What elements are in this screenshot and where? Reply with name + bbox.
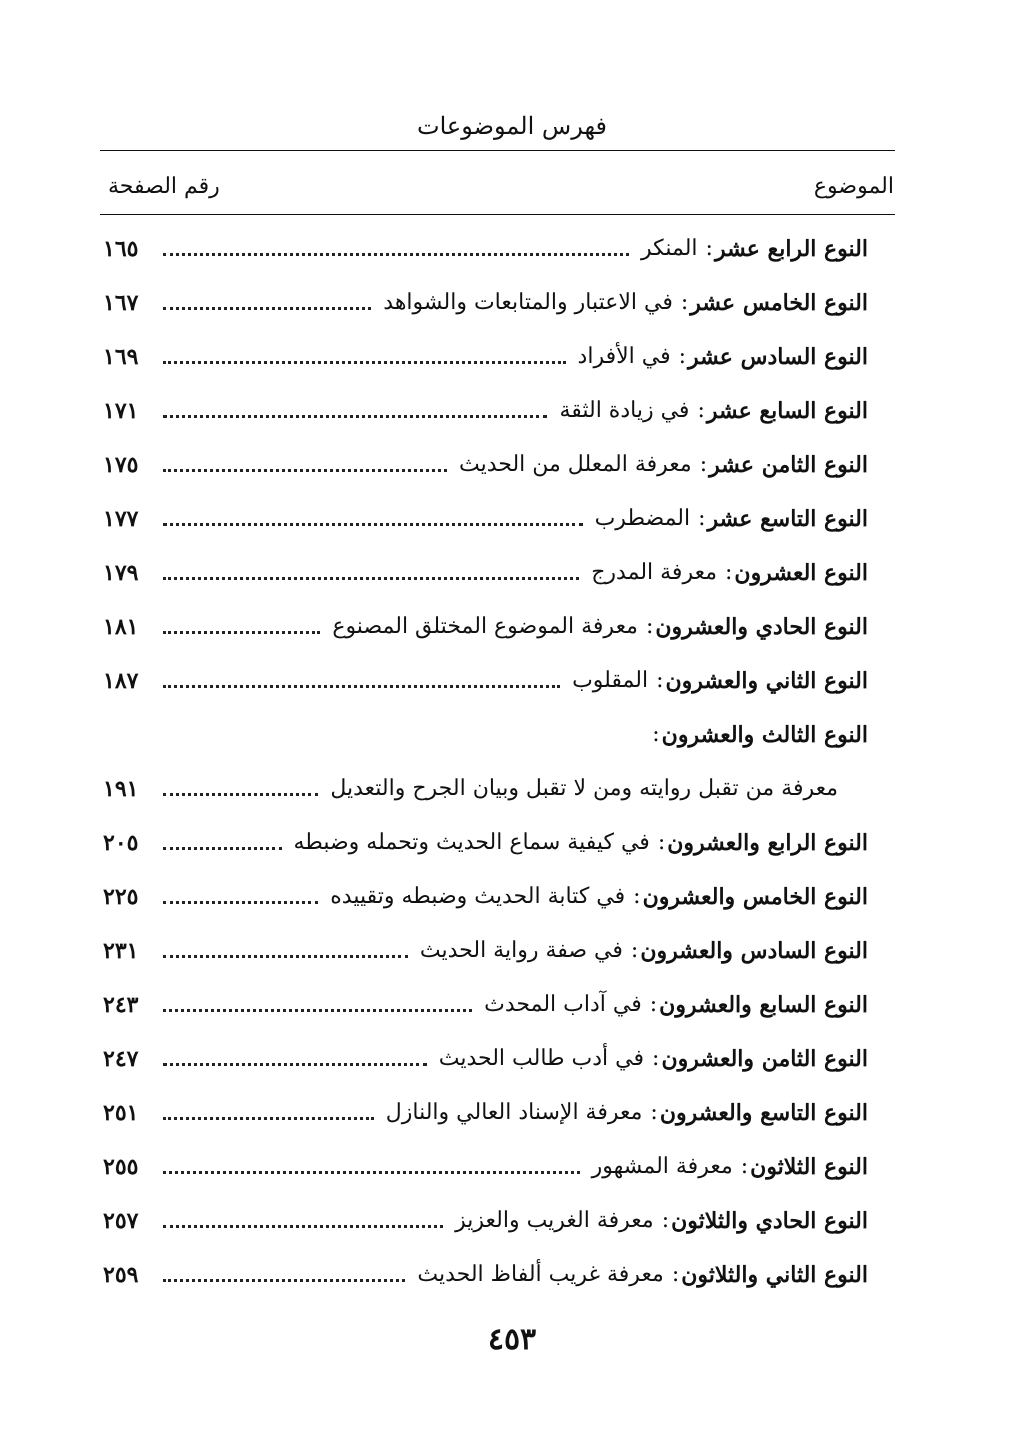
toc-entry-page-number: ٢٥٥ — [103, 1154, 139, 1180]
toc-entry-label: النوع السادس والعشرون — [640, 938, 868, 964]
toc-entry-page-number: ١٦٥ — [103, 236, 139, 262]
header-rule-top — [100, 150, 895, 151]
toc-entry-label: النوع الثامن والعشرون — [661, 1046, 868, 1072]
dot-leader — [163, 307, 371, 310]
toc-entry-page-number: ١٧٧ — [103, 506, 139, 532]
toc-entry — [103, 978, 868, 1032]
toc-entry-label: النوع الرابع عشر — [714, 236, 868, 262]
toc-entry-colon: : — [680, 290, 689, 315]
dot-leader — [163, 577, 579, 580]
toc-entry-colon: : — [697, 398, 705, 423]
toc-entry-page-number: ٢٥٧ — [103, 1208, 139, 1234]
toc-entry-colon: : — [671, 1262, 680, 1287]
toc-entry-colon: : — [652, 722, 660, 747]
toc-entry-page-number: ١٦٩ — [103, 344, 139, 370]
toc-entry-page-number: ٢٤٧ — [103, 1046, 139, 1072]
toc-entry — [103, 816, 868, 870]
toc-entry — [103, 546, 868, 600]
toc-entry-page-number: ٢٥٩ — [103, 1262, 139, 1288]
toc-entry-topic: معرفة الغريب والعزيز — [455, 1208, 654, 1233]
toc-entry-label: النوع الثامن عشر — [709, 452, 868, 478]
toc-entry — [103, 1140, 868, 1194]
toc-entry-colon: : — [630, 938, 639, 963]
toc-entry-label: النوع السابع والعشرون — [659, 992, 868, 1018]
toc-entry-colon: : — [705, 236, 713, 261]
toc-entry-label: النوع الثاني والثلاثون — [681, 1262, 868, 1288]
toc-entry-topic: في زيادة الثقة — [559, 398, 690, 423]
toc-entry-page-number: ٢٤٣ — [103, 992, 139, 1018]
toc-entry-label: النوع السادس عشر — [688, 344, 868, 370]
toc-entry — [103, 384, 868, 438]
dot-leader — [163, 793, 318, 796]
toc-entry-label: النوع الحادي والعشرون — [655, 614, 868, 640]
toc-entry-topic: في صفة رواية الحديث — [419, 938, 623, 963]
dot-leader — [163, 1171, 580, 1174]
dot-leader — [163, 1117, 374, 1120]
toc-entry-page-number: ٢٢٥ — [103, 884, 139, 910]
toc-entry-colon: : — [699, 452, 708, 477]
toc-entry — [103, 330, 868, 384]
toc-entry-topic: معرفة المدرج — [591, 560, 717, 585]
toc-entry-page-number: ١٩١ — [103, 776, 139, 802]
toc-entry-label: النوع السابع عشر — [706, 398, 868, 424]
toc-entry-page-number: ١٧٥ — [103, 452, 139, 478]
toc-entry-label: النوع التاسع والعشرون — [659, 1100, 868, 1126]
toc-entry-colon: : — [633, 884, 641, 909]
toc-entry-colon: : — [698, 506, 706, 531]
toc-entry-page-number: ١٨٧ — [103, 668, 139, 694]
dot-leader — [163, 253, 629, 256]
toc-entry-page-number: ١٨١ — [103, 614, 139, 640]
toc-entry-label: النوع العشرون — [734, 560, 868, 586]
toc-entry — [103, 1194, 868, 1248]
toc-entry-colon: : — [652, 1046, 660, 1071]
dot-leader — [163, 955, 408, 958]
toc-entry-colon: : — [661, 1208, 670, 1233]
toc-entry-page-number: ٢٥١ — [103, 1100, 139, 1126]
toc-entry-topic: المضطرب — [594, 506, 691, 531]
toc-entry-heading-only — [103, 708, 868, 762]
toc-entry-topic: معرفة من تقبل روايته ومن لا تقبل وبيان الجرح والتعديل — [330, 776, 838, 801]
toc-entry-label: النوع الثاني والعشرون — [665, 668, 868, 694]
toc-entry-page-number: ١٧٩ — [103, 560, 139, 586]
toc-entry-colon: : — [649, 992, 658, 1017]
toc-entry-topic: في آداب المحدث — [484, 992, 642, 1017]
toc-entry — [103, 870, 868, 924]
toc-entry-topic: المنكر — [641, 236, 698, 261]
toc-entry-topic: معرفة الموضوع المختلق المصنوع — [332, 614, 638, 639]
toc-entry-colon: : — [724, 560, 733, 585]
dot-leader — [163, 901, 318, 904]
dot-leader — [163, 1009, 472, 1012]
running-title: فهرس الموضوعات — [417, 112, 607, 140]
toc-entry-topic: في أدب طالب الحديث — [438, 1046, 645, 1071]
dot-leader — [163, 1279, 405, 1282]
toc-entry-topic: معرفة المعلل من الحديث — [458, 452, 692, 477]
dot-leader — [163, 631, 320, 634]
toc-entry — [103, 492, 868, 546]
toc-entry-label: النوع الثلاثون — [750, 1154, 868, 1180]
toc-entry — [103, 924, 868, 978]
toc-entry — [103, 1248, 868, 1302]
toc-entry-topic: معرفة الإسناد العالي والنازل — [385, 1100, 643, 1125]
page-number: ٤٥٣ — [487, 1322, 537, 1357]
toc-entry-label: النوع الحادي والثلاثون — [671, 1208, 868, 1234]
dot-leader — [163, 1225, 443, 1228]
toc-entry — [103, 438, 868, 492]
dot-leader — [163, 847, 282, 850]
toc-entry-topic: المقلوب — [572, 668, 649, 693]
column-heading-topic: الموضوع — [813, 174, 894, 199]
toc-entry-page-number: ٢٠٥ — [103, 830, 139, 856]
toc-entry — [103, 276, 868, 330]
toc-entry-label: النوع الخامس والعشرون — [642, 884, 868, 910]
column-heading-page-number: رقم الصفحة — [108, 174, 220, 199]
toc-entry-colon: : — [650, 1100, 658, 1125]
table-of-contents — [103, 222, 868, 1302]
toc-entry — [103, 600, 868, 654]
toc-entry-continuation — [103, 762, 868, 816]
toc-entry — [103, 222, 868, 276]
toc-entry — [103, 1086, 868, 1140]
toc-entry-label: النوع الرابع والعشرون — [667, 830, 868, 856]
header-rule-bottom — [100, 214, 895, 215]
toc-entry-colon: : — [656, 668, 664, 693]
toc-entry-label: النوع التاسع عشر — [707, 506, 868, 532]
dot-leader — [163, 685, 560, 688]
toc-entry — [103, 654, 868, 708]
dot-leader — [163, 1063, 427, 1066]
toc-entry-topic: في كتابة الحديث وضبطه وتقييده — [330, 884, 626, 909]
toc-entry-page-number: ٢٣١ — [103, 938, 139, 964]
toc-entry-label: النوع الثالث والعشرون — [661, 722, 868, 748]
toc-entry-colon: : — [740, 1154, 749, 1179]
toc-entry-page-number: ١٧١ — [103, 398, 139, 424]
toc-entry-topic: في الأفراد — [577, 344, 671, 369]
toc-entry-label: النوع الخامس عشر — [690, 290, 868, 316]
toc-entry-topic: معرفة المشهور — [591, 1154, 733, 1179]
toc-entry-topic: في الاعتبار والمتابعات والشواهد — [383, 290, 673, 315]
dot-leader — [163, 469, 447, 472]
dot-leader — [163, 523, 583, 526]
toc-entry-colon: : — [657, 830, 666, 855]
toc-entry-topic: في كيفية سماع الحديث وتحمله وضبطه — [293, 830, 650, 855]
toc-entry-topic: معرفة غريب ألفاظ الحديث — [417, 1262, 664, 1287]
toc-entry-colon: : — [678, 344, 687, 369]
toc-entry-colon: : — [645, 614, 654, 639]
toc-entry — [103, 1032, 868, 1086]
dot-leader — [163, 415, 547, 418]
dot-leader — [163, 361, 566, 364]
toc-entry-page-number: ١٦٧ — [103, 290, 139, 316]
